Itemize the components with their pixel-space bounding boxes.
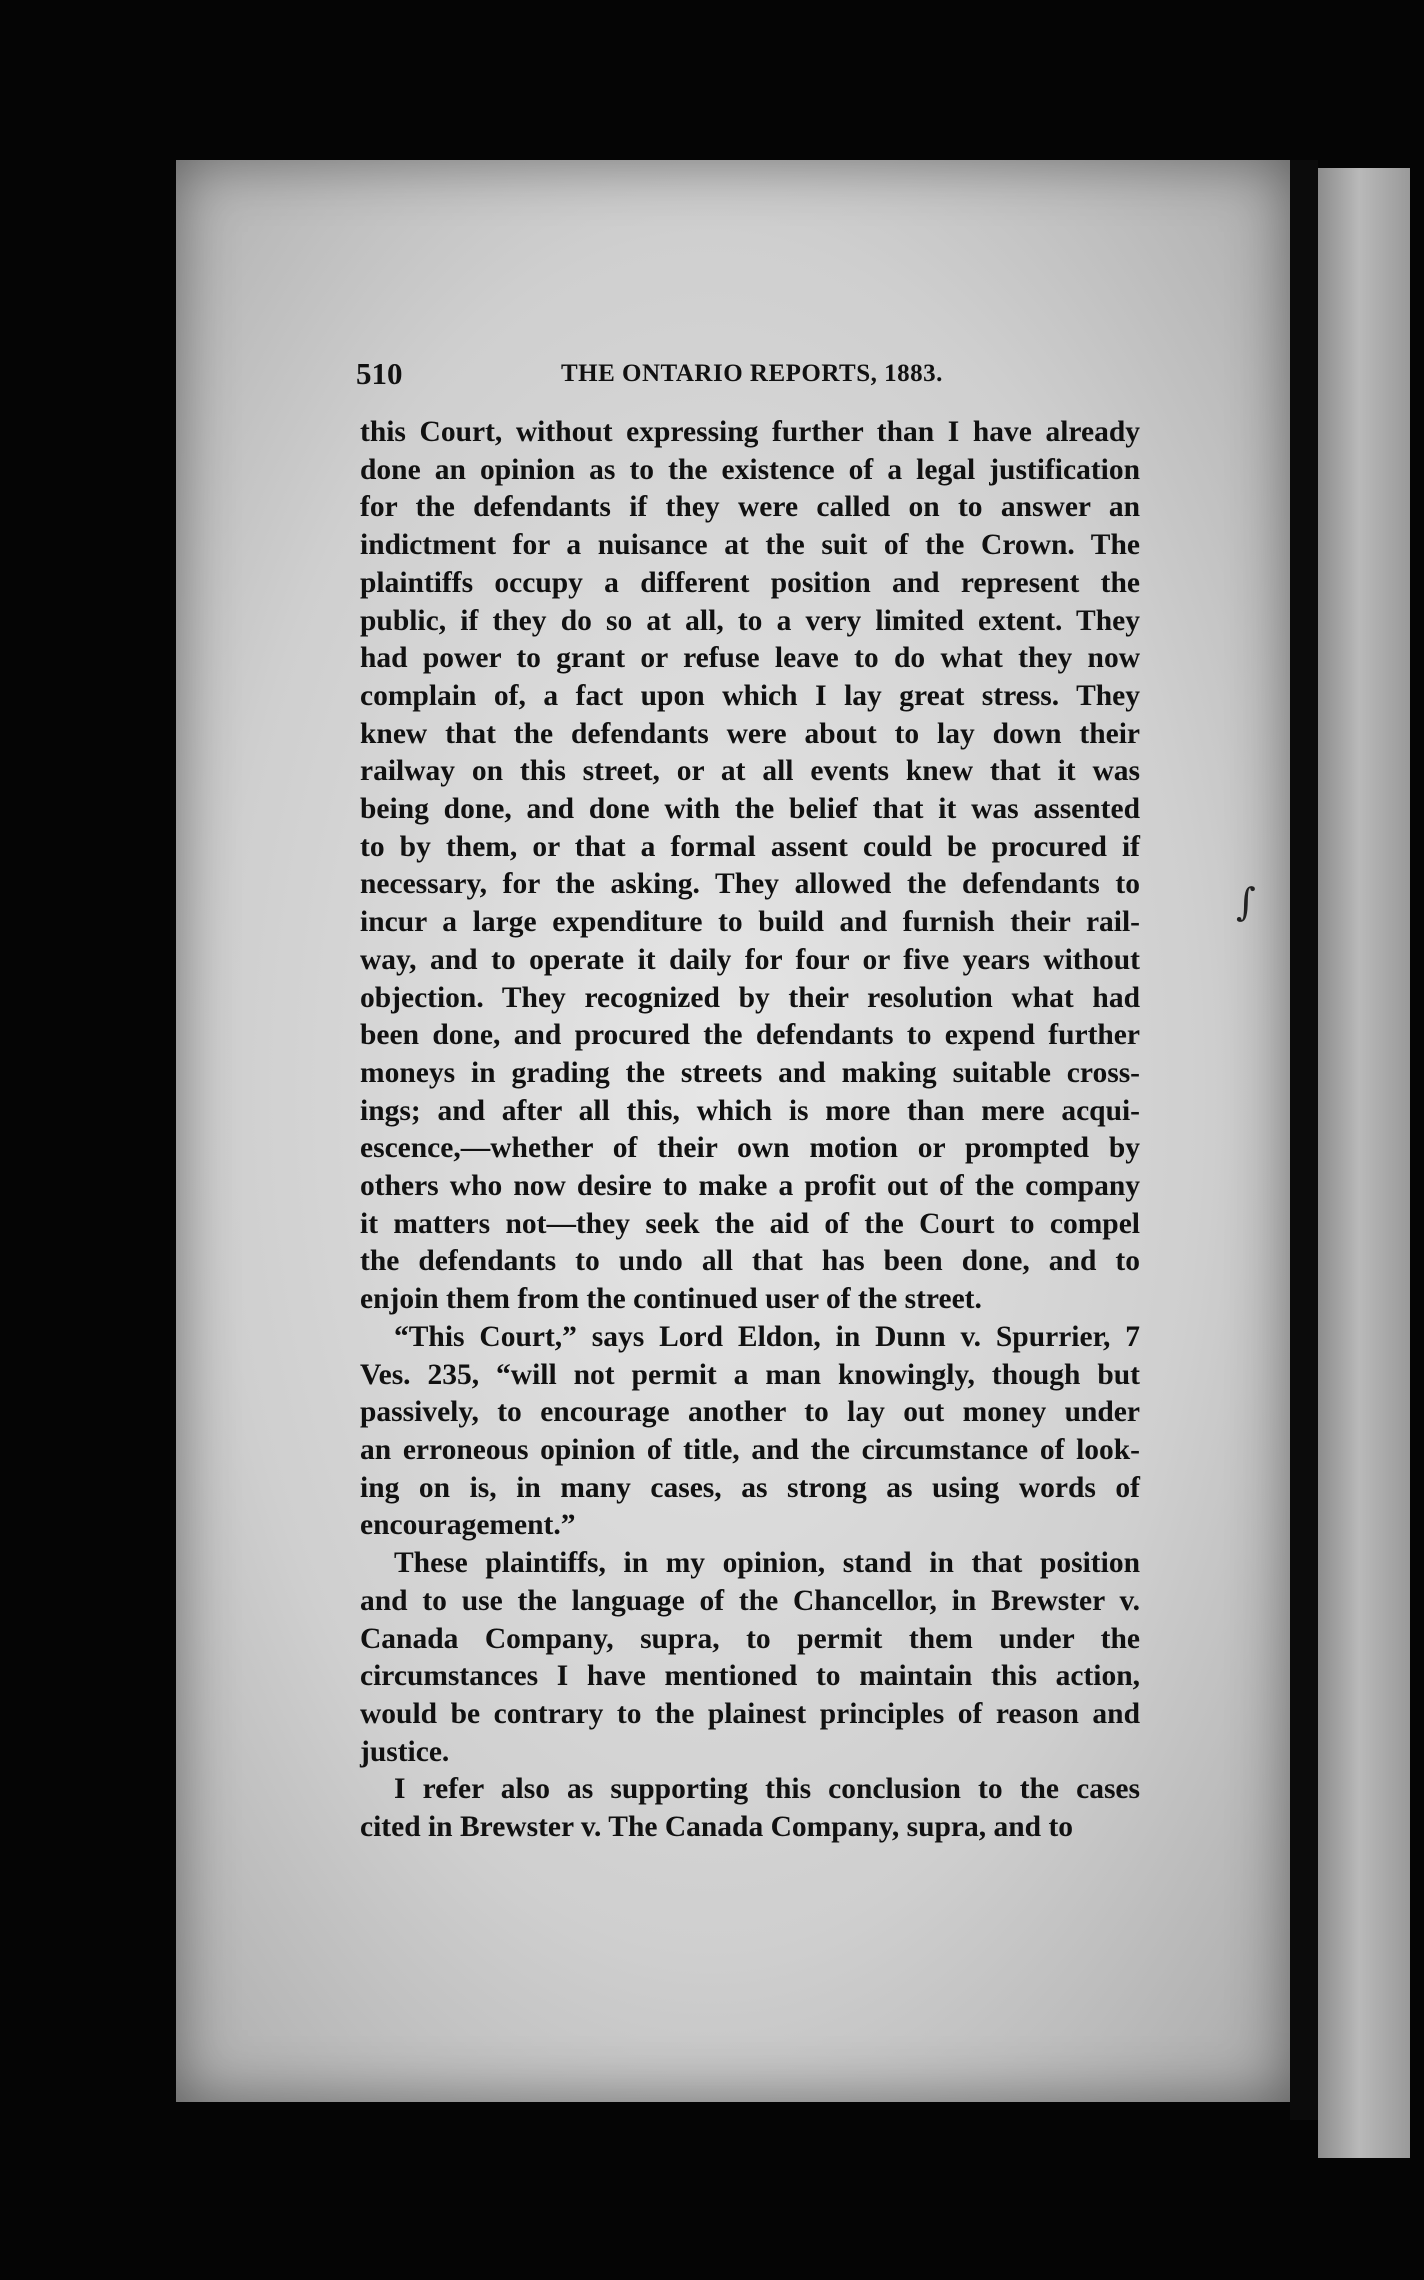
- text-line: it matters not—they seek the aid of the Court to compel: [360, 1207, 1140, 1240]
- text-line: for the defendants if they were called on to answer an: [360, 491, 1140, 524]
- running-head: THE ONTARIO REPORTS, 1883.: [561, 360, 943, 387]
- text-line: the defendants to undo all that has been done, and to: [360, 1245, 1140, 1278]
- text-line: necessary, for the asking. They allowed the defendants to: [360, 868, 1140, 901]
- text-line: way, and to operate it daily for four or five years without: [360, 943, 1140, 976]
- text-line: had power to grant or refuse leave to do what they now: [360, 642, 1140, 675]
- margin-mark: ∫: [1236, 880, 1256, 924]
- text-line: ing on is, in many cases, as strong as using words of: [360, 1471, 1140, 1504]
- text-line: “This Court,” says Lord Eldon, in Dunn v. Spurrier, 7: [394, 1320, 1140, 1353]
- text-line: moneys in grading the streets and making suitable cross-: [360, 1056, 1140, 1089]
- text-line: circumstances I have mentioned to maintain this action,: [360, 1660, 1140, 1693]
- text-line: enjoin them from the continued user of the street.: [360, 1283, 982, 1316]
- text-line: plaintiffs occupy a different position and represent the: [360, 566, 1140, 599]
- text-line: being done, and done with the belief that it was assented: [360, 793, 1140, 826]
- text-line: public, if they do so at all, to a very limited extent. They: [360, 604, 1140, 637]
- text-line: indictment for a nuisance at the suit of the Crown. The: [360, 529, 1140, 562]
- text-line: knew that the defendants were about to lay down their: [360, 717, 1140, 750]
- text-line: justice.: [360, 1735, 450, 1768]
- text-line: Ves. 235, “will not permit a man knowingly, though but: [360, 1358, 1140, 1391]
- text-line: passively, to encourage another to lay out money under: [360, 1396, 1140, 1429]
- text-line: Canada Company, supra, to permit them under the: [360, 1622, 1140, 1655]
- page-number: 510: [356, 356, 403, 391]
- text-line: ings; and after all this, which is more than mere acqui-: [360, 1094, 1140, 1127]
- text-line: this Court, without expressing further than I have already: [360, 416, 1140, 448]
- text-line: railway on this street, or at all events knew that it was: [360, 755, 1140, 788]
- text-line: others who now desire to make a profit out of the company: [360, 1170, 1140, 1203]
- book-gutter: [1290, 160, 1318, 2120]
- text-line: been done, and procured the defendants to expend further: [360, 1019, 1140, 1052]
- facing-page-edge: [1318, 168, 1410, 2158]
- text-line: to by them, or that a formal assent could be procured if: [360, 830, 1140, 863]
- text-line: encouragement.”: [360, 1509, 576, 1542]
- text-line: would be contrary to the plainest principles of reason and: [360, 1697, 1140, 1730]
- text-line: objection. They recognized by their resolution what had: [360, 981, 1140, 1014]
- text-line: I refer also as supporting this conclusion to the cases: [394, 1773, 1140, 1806]
- text-line: These plaintiffs, in my opinion, stand in that position: [394, 1547, 1140, 1580]
- text-line: incur a large expenditure to build and furnish their rail-: [360, 906, 1140, 939]
- text-line: complain of, a fact upon which I lay great stress. They: [360, 679, 1140, 712]
- text-line: done an opinion as to the existence of a legal justification: [360, 453, 1140, 486]
- text-line: cited in Brewster v. The Canada Company, supra, and to: [360, 1811, 1074, 1844]
- page-header: [356, 356, 1136, 396]
- body-text: [360, 414, 1140, 1847]
- text-line: an erroneous opinion of title, and the circumstance of look-: [360, 1433, 1140, 1466]
- text-line: and to use the language of the Chancellor, in Brewster v.: [360, 1584, 1140, 1617]
- text-line: escence,—whether of their own motion or prompted by: [360, 1132, 1140, 1165]
